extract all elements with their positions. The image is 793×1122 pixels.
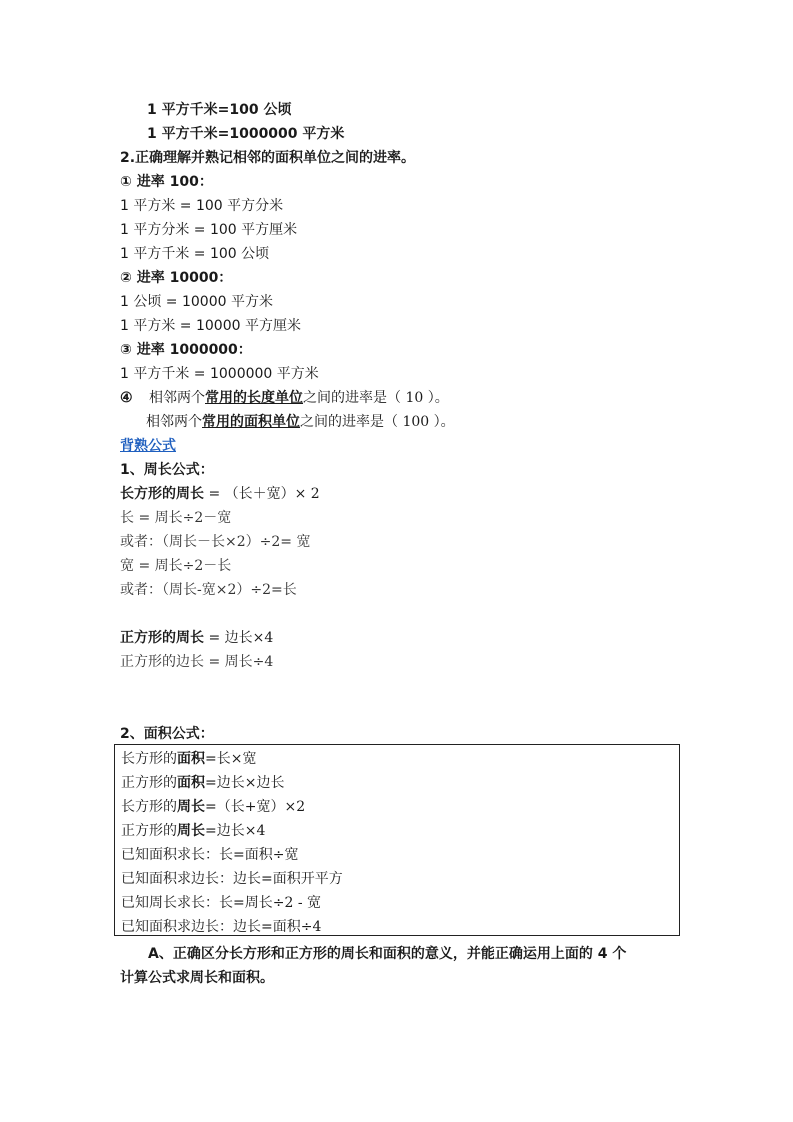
perimeter-line: 或者：（周长-宽×2）÷2=长 (120, 582, 297, 598)
area-formula-row (121, 798, 305, 816)
adjacent-length-rate (120, 389, 449, 407)
intro-line-2: 1 平方千米=1000000 平方米 (147, 126, 345, 142)
adjacent-length-post: 之间的进率是（ 10 ）。 (303, 390, 449, 406)
row-em: 周长 (177, 799, 205, 815)
area-formula-row (121, 774, 284, 792)
row-pre: 长方形的 (121, 799, 177, 815)
area-formula-row: 已知面积求长：长=面积÷宽 (121, 847, 299, 863)
row-post: =边长×边长 (205, 775, 285, 791)
rect-perimeter-formula (120, 485, 320, 503)
rate-10000-item: 1 平方米 = 10000 平方厘米 (120, 318, 301, 334)
row-post: =边长×4 (205, 823, 266, 839)
perimeter-line: 或者：（周长－长×2）÷2= 宽 (120, 534, 311, 550)
formulas-link[interactable]: 背熟公式 (120, 438, 176, 454)
rate-10000-heading: ② 进率 10000： (120, 270, 233, 286)
square-perimeter-expr: = 边长×4 (204, 630, 274, 646)
area-formula-row: 已知面积求边长：边长=面积开平方 (121, 871, 343, 887)
area-formula-row (121, 822, 265, 840)
row-pre: 正方形的 (121, 775, 177, 791)
row-pre: 长方形的 (121, 751, 177, 767)
adjacent-area-pre: 相邻两个 (146, 414, 202, 430)
square-perimeter-label: 正方形的周长 (120, 630, 204, 646)
intro-line-1: 1 平方千米=100 公顷 (147, 102, 292, 118)
adjacent-length-em: 常用的长度单位 (205, 390, 304, 406)
area-heading: 2、面积公式： (120, 726, 214, 742)
area-formula-row: 已知周长求长：长=周长÷2 - 宽 (121, 895, 321, 911)
row-em: 面积 (177, 775, 205, 791)
rate-100-item: 1 平方分米 = 100 平方厘米 (120, 222, 298, 238)
adjacent-length-pre: 相邻两个 (149, 390, 206, 406)
perimeter-heading: 1、周长公式： (120, 462, 214, 478)
rate-10000-item: 1 公顷 = 10000 平方米 (120, 294, 273, 310)
rect-perimeter-label: 长方形的周长 (120, 486, 204, 502)
rate-1000000-item: 1 平方千米 = 1000000 平方米 (120, 366, 319, 382)
row-pre: 正方形的 (121, 823, 177, 839)
adjacent-area-rate (146, 413, 455, 431)
row-em: 周长 (177, 823, 205, 839)
rect-perimeter-expr: = （长＋宽）× 2 (204, 486, 320, 502)
perimeter-line: 宽 = 周长÷2－长 (120, 558, 232, 574)
area-formula-box (114, 744, 680, 936)
adjacent-area-post: 之间的进率是（ 100 ）。 (300, 414, 455, 430)
conclusion-line-2: 计算公式求周长和面积。 (120, 970, 274, 986)
section-2-title: 2.正确理解并熟记相邻的面积单位之间的进率。 (120, 150, 416, 166)
row-post: =长×宽 (205, 751, 257, 767)
rate-100-item: 1 平方米 = 100 平方分米 (120, 198, 284, 214)
square-perimeter-formula (120, 629, 273, 647)
perimeter-line: 长 = 周长÷2－宽 (120, 510, 232, 526)
conclusion-line-1: A、正确区分长方形和正方形的周长和面积的意义，并能正确运用上面的 4 个 (148, 946, 627, 962)
area-formula-row: 已知面积求边长：边长=面积÷4 (121, 919, 322, 935)
row-post: =（长+宽）×2 (205, 799, 306, 815)
adjacent-marker: ④ (120, 390, 133, 406)
rate-100-item: 1 平方千米 = 100 公顷 (120, 246, 270, 262)
rate-1000000-heading: ③ 进率 1000000： (120, 342, 252, 358)
adjacent-area-em: 常用的面积单位 (202, 414, 300, 430)
row-em: 面积 (177, 751, 205, 767)
perimeter-line: 正方形的边长 = 周长÷4 (120, 654, 274, 670)
rate-100-heading: ① 进率 100： (120, 174, 213, 190)
area-formula-row (121, 750, 256, 768)
